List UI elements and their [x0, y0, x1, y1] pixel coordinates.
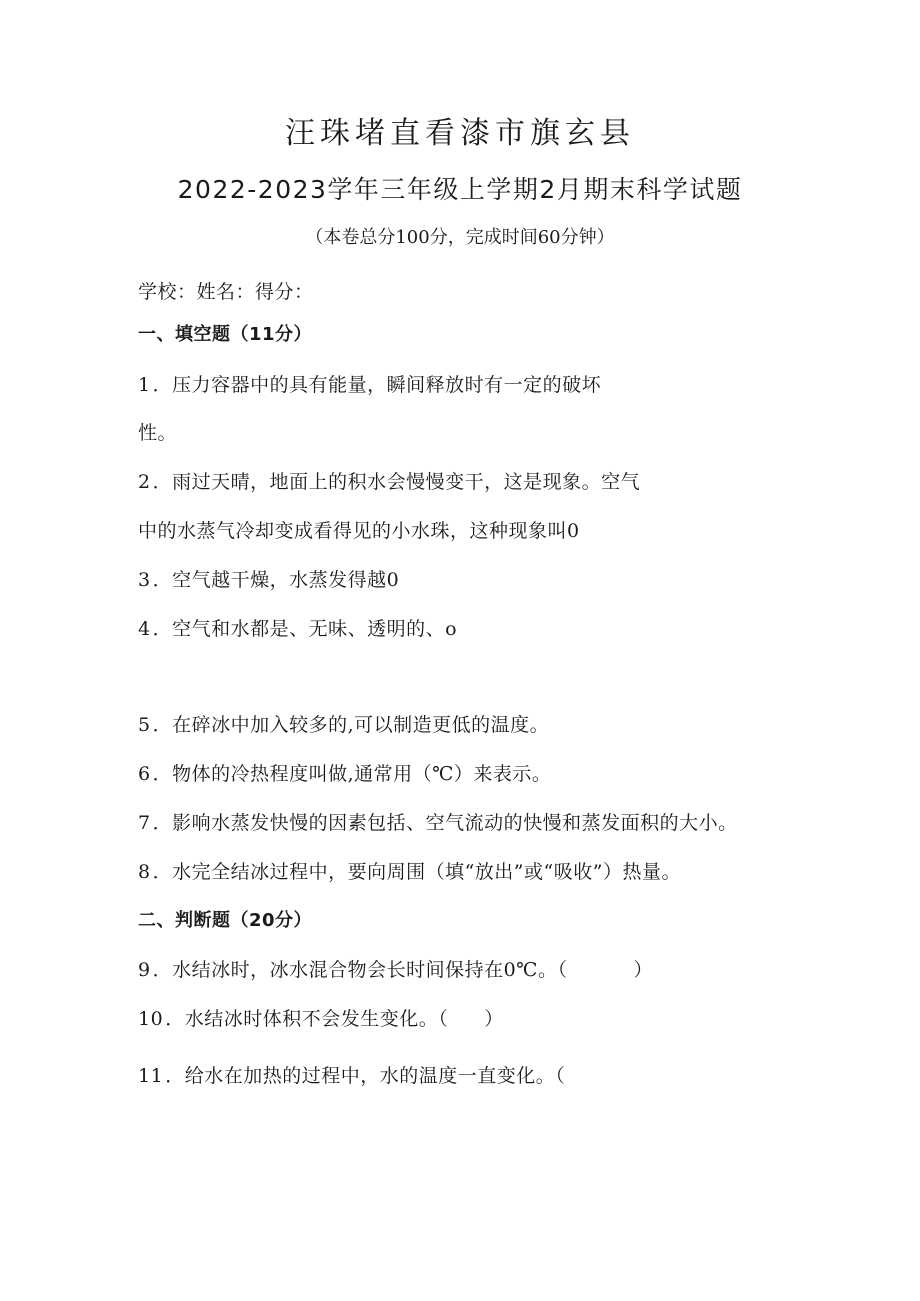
question-6	[138, 762, 551, 786]
question-text: ．雨过天晴，地面上的积水会慢慢变干，这是现象。空气	[152, 471, 641, 493]
question-number: 3	[138, 569, 151, 591]
question-text: ．压力容器中的具有能量，瞬间释放时有一定的破坏	[152, 374, 602, 396]
question-text: ．在碎冰中加入较多的,可以制造更低的温度。	[152, 714, 550, 736]
question-text: ．给水在加热的过程中，水的温度一直变化。（	[165, 1065, 566, 1087]
question-5	[138, 713, 549, 737]
question-text: ．空气和水都是、无味、透明的、o	[152, 618, 458, 640]
question-text: ．水结冰时，冰水混合物会长时间保持在0℃。（	[152, 959, 568, 981]
score-time-note: （本卷总分100分，完成时间60分钟）	[305, 227, 615, 248]
student-info-line: 学校：姓名：得分：	[138, 281, 314, 303]
question-8	[138, 860, 681, 884]
question-9	[138, 958, 653, 982]
question-number: 7	[138, 812, 151, 834]
question-text: ．水完全结冰过程中，要向周围（填“放出”或“吸收”）热量。	[152, 861, 681, 883]
question-number: 6	[138, 763, 151, 785]
question-text: ．影响水蒸发快慢的因素包括、空气流动的快慢和蒸发面积的大小。	[152, 812, 738, 834]
question-number: 9	[138, 959, 151, 981]
question-1-continuation: 性。	[138, 422, 178, 444]
question-number: 5	[138, 714, 151, 736]
document-title: 汪珠堵直看漆市旗玄县	[285, 116, 635, 151]
question-3	[138, 568, 399, 592]
question-text: ．空气越干燥，水蒸发得越0	[152, 569, 400, 591]
document-subtitle: 2022-2023学年三年级上学期2月期末科学试题	[177, 175, 743, 204]
question-number: 11	[138, 1065, 164, 1087]
question-text: ．水结冰时体积不会发生变化。（	[165, 1008, 449, 1030]
question-text: ．物体的冷热程度叫做,通常用（℃）来表示。	[152, 763, 552, 785]
question-4	[138, 617, 457, 641]
question-number: 2	[138, 471, 151, 493]
question-11	[138, 1064, 565, 1088]
question-number: 1	[138, 374, 151, 396]
section-heading-true-false: 二、判断题（20分）	[138, 910, 313, 931]
question-number: 8	[138, 861, 151, 883]
question-7	[138, 811, 738, 835]
question-number: 10	[138, 1008, 164, 1030]
section-heading-fill-blank: 一、填空题（11分）	[138, 324, 313, 345]
question-number: 4	[138, 618, 151, 640]
answer-close-paren: ）	[484, 1008, 504, 1030]
question-2-continuation: 中的水蒸气冷却变成看得见的小水珠，这种现象叫0	[138, 520, 580, 542]
question-10	[138, 1007, 504, 1031]
answer-close-paren: ）	[633, 959, 653, 981]
question-1	[138, 373, 601, 397]
question-2	[138, 470, 640, 494]
